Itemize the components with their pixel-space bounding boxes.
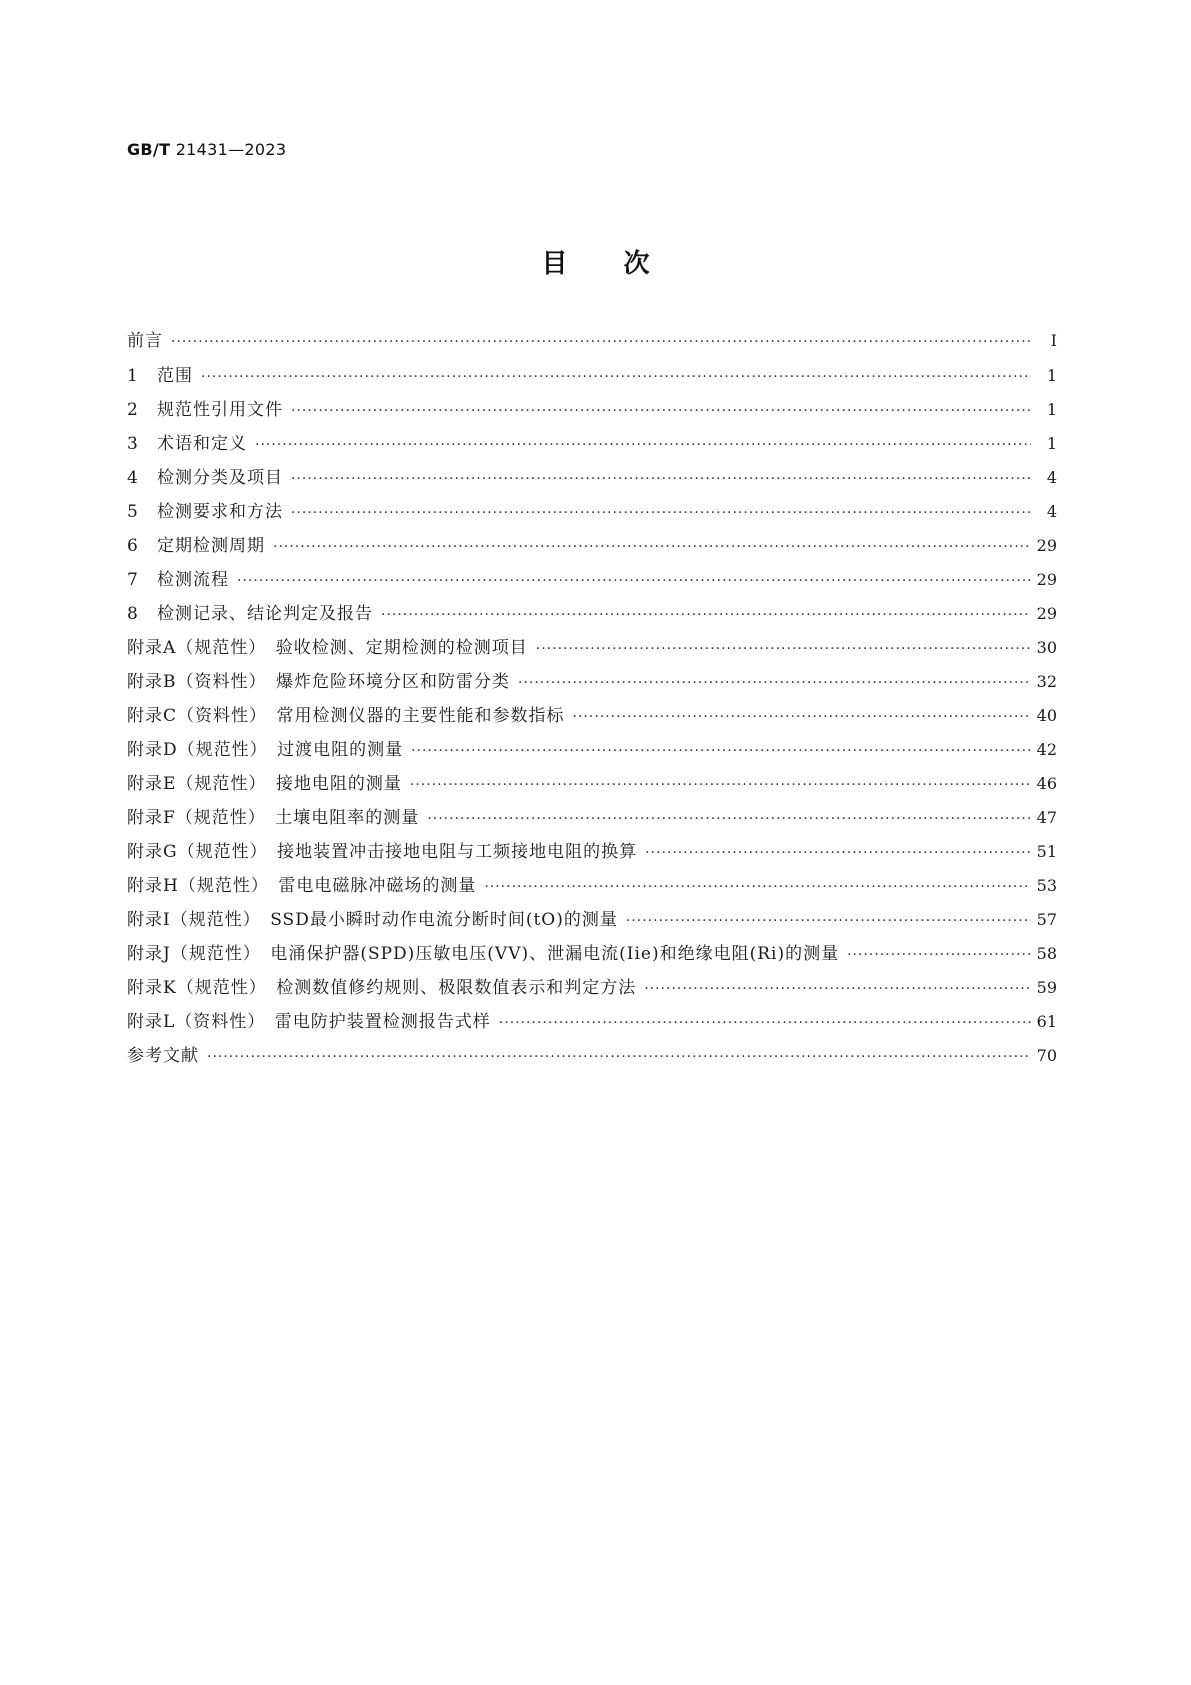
toc-leader-dots [201,365,1031,389]
toc-page: 1 [1046,434,1057,453]
toc-entry[interactable] [127,840,1057,864]
toc-number: 8 [127,604,138,624]
toc-label: 附录L（资料性） 雷电防护装置检测报告式样 [127,1012,491,1032]
toc-entry[interactable] [127,602,1057,626]
toc-label: 检测要求和方法 [157,502,283,522]
toc-label: 附录J（规范性） 电涌保护器(SPD)压敏电压(VV)、泄漏电流(Iie)和绝缘电阻(Ri)的测量 [127,944,840,964]
toc-label: 附录H（规范性） 雷电电磁脉冲磁场的测量 [127,876,477,896]
toc-page: 32 [1036,672,1057,691]
toc-leader-dots [518,671,1031,695]
toc-leader-dots [207,1045,1031,1069]
toc-number: 3 [127,434,138,454]
toc-entry[interactable] [127,466,1057,490]
toc-page: 29 [1036,570,1057,589]
toc-leader-dots [573,705,1031,729]
toc-entry[interactable] [127,704,1057,728]
toc-label: 参考文献 [127,1046,199,1066]
toc-page: 4 [1046,502,1057,521]
toc-number: 7 [127,570,138,590]
toc-page: 1 [1046,366,1057,385]
toc-label: 附录F（规范性） 土壤电阻率的测量 [127,808,420,828]
toc-entry[interactable] [127,398,1057,422]
toc-page: 70 [1036,1046,1057,1065]
toc-page: 58 [1036,944,1057,963]
toc-entry[interactable] [127,942,1057,966]
toc-leader-dots [291,467,1031,491]
toc-page: 57 [1036,910,1057,929]
toc-number: 5 [127,502,138,522]
toc-leader-dots [499,1011,1031,1035]
toc-page: 53 [1036,876,1057,895]
toc-page: 47 [1036,808,1057,827]
toc-label: 附录I（规范性） SSD最小瞬时动作电流分断时间(tO)的测量 [127,910,618,930]
toc-label: 附录A（规范性） 验收检测、定期检测的检测项目 [127,638,528,658]
toc-label: 检测流程 [157,570,229,590]
toc-label: 检测分类及项目 [157,468,283,488]
toc-entry[interactable] [127,534,1057,558]
toc-leader-dots [255,433,1031,457]
toc-number: 2 [127,400,138,420]
toc-label: 规范性引用文件 [157,400,283,420]
toc-page: 51 [1036,842,1057,861]
toc-label: 术语和定义 [157,434,247,454]
toc-leader-dots [427,807,1031,831]
toc-entry[interactable] [127,772,1057,796]
toc-leader-dots [626,909,1031,933]
toc-page: 30 [1036,638,1057,657]
toc-page: 29 [1036,536,1057,555]
toc-leader-dots [171,330,1031,354]
toc-leader-dots [410,773,1031,797]
toc-label: 附录B（资料性） 爆炸危险环境分区和防雷分类 [127,672,510,692]
toc-leader-dots [847,943,1031,967]
toc-entry[interactable] [127,738,1057,762]
toc-page: 59 [1036,978,1057,997]
standard-number: 21431—2023 [175,140,287,159]
toc-leader-dots [484,875,1031,899]
toc-page: 61 [1036,1012,1057,1031]
toc-leader-dots [291,399,1031,423]
toc-leader-dots [644,977,1031,1001]
toc-entry[interactable] [127,1010,1057,1034]
page-title: 目次 [541,249,706,279]
toc-page: 29 [1036,604,1057,623]
toc-number: 4 [127,468,138,488]
toc-entry[interactable] [127,874,1057,898]
toc-leader-dots [381,603,1031,627]
toc-entry[interactable] [127,806,1057,830]
toc-label: 定期检测周期 [157,536,265,556]
toc-label: 检测记录、结论判定及报告 [157,604,373,624]
toc-entry[interactable] [127,500,1057,524]
toc-label: 范围 [157,366,193,386]
toc-page: 1 [1046,400,1057,419]
toc-label: 附录K（规范性） 检测数值修约规则、极限数值表示和判定方法 [127,978,637,998]
toc-label: 附录E（规范性） 接地电阻的测量 [127,774,402,794]
toc-entry[interactable] [127,364,1057,388]
toc-entry[interactable] [127,432,1057,456]
toc-label: 附录C（资料性） 常用检测仪器的主要性能和参数指标 [127,706,565,726]
toc-entry[interactable] [127,1044,1057,1068]
toc-page: Ⅰ [1050,331,1057,350]
toc-page: 40 [1036,706,1057,725]
toc-entry[interactable] [127,329,1057,353]
toc-number: 6 [127,536,138,556]
toc-leader-dots [237,569,1031,593]
standard-prefix: GB/T [127,140,171,159]
standard-code [127,140,286,159]
toc-leader-dots [645,841,1031,865]
toc-page: 4 [1046,468,1057,487]
toc-entry[interactable] [127,636,1057,660]
toc-label: 附录G（规范性） 接地装置冲击接地电阻与工频接地电阻的换算 [127,842,638,862]
toc-page: 46 [1036,774,1057,793]
toc-label: 前言 [127,331,163,351]
toc-entry[interactable] [127,976,1057,1000]
toc-entry[interactable] [127,670,1057,694]
toc-leader-dots [411,739,1031,763]
toc-leader-dots [536,637,1031,661]
toc-leader-dots [273,535,1031,559]
toc-entry[interactable] [127,908,1057,932]
toc-label: 附录D（规范性） 过渡电阻的测量 [127,740,404,760]
toc-page: 42 [1036,740,1057,759]
toc-leader-dots [291,501,1031,525]
toc-number: 1 [127,366,138,386]
toc-entry[interactable] [127,568,1057,592]
